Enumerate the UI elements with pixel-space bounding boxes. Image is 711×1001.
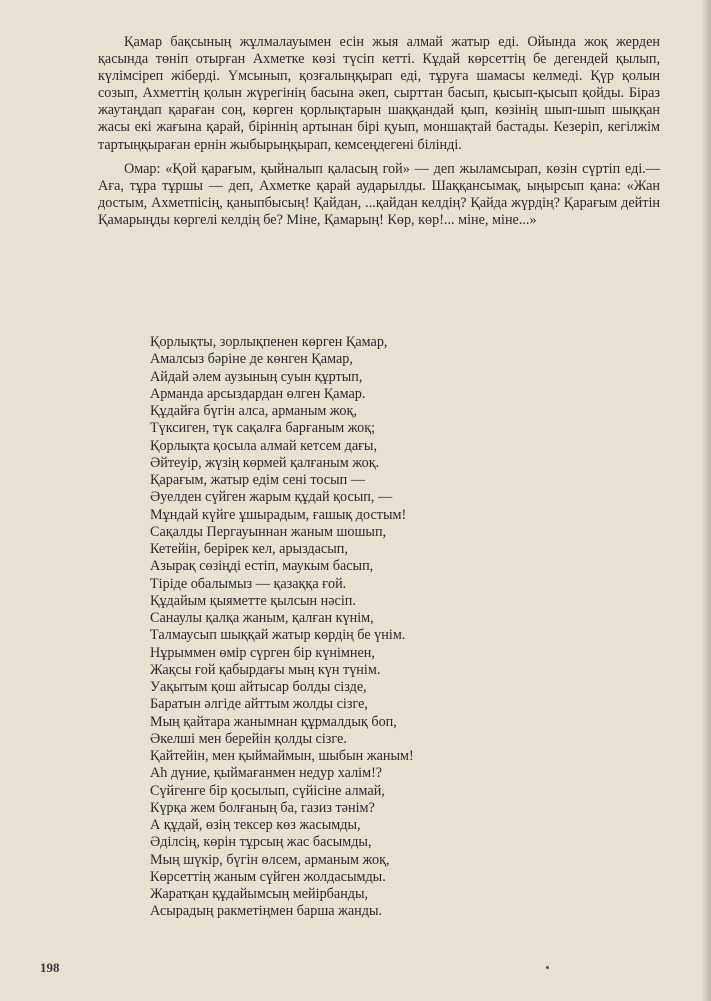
paragraph-1: Қамар бақсының жұлмалауымен есін жыя алмай жатыр еді. Ойында жоқ жерден қасында төніп отырған Ахметке көзі түсіп кетті. Кұдай көрсеттің бе дегендей қылып, күлімсіреп жіберді. Үмсынып, қозғалыңқырап еді, тұруға шамасы келмеді. Қүр қолын созып, Ахметтің қолын жүрегінің басына әкеп, сырттан басып, қысып-қысып қойды. Біраз жаутаңдап қараған соң, көрген қорлықтарын шаққандай қып, көзінің шып-шып шыққан жасы екі жағына қарай, біріннің артынан бірі қуып, моншақтай бастады. Кезеріп, кегілжім тартыңқыраған ернін жыбырыңқырап, кемсеңдегені білінді. (98, 34, 660, 153)
poem-line: Мұндай күйге ұшырадым, ғашық достым! (150, 506, 407, 523)
page-spine-shadow (701, 0, 711, 1001)
poem-line: Әділсің, көрін тұрсың жас басымды, (150, 834, 372, 851)
poem-line: Азырақ сөзіңді естіп, маукым басып, (150, 558, 374, 575)
poem-block (150, 334, 580, 921)
prose-text (98, 34, 660, 236)
poem-line: Әйтеуір, жүзің көрмей қалғаным жоқ. (150, 454, 380, 471)
poem-line: Мың қайтара жанымнан құрмалдық боп, (150, 713, 397, 730)
poem-line: Жақсы ғой қабырдағы мың күн түнім. (150, 661, 381, 678)
poem-line: Уақытым қош айтысар болды сізде, (150, 679, 367, 695)
poem-line: Әуелден сүйген жарым құдай қосып, — (150, 489, 393, 506)
poem-line: Баратын әлгіде айттым жолды сізге, (150, 696, 368, 713)
poem-line: Қарағым, жатыр едім сені тосып — (150, 472, 365, 488)
poem-line: Әкелші мен берейін қолды сізге. (150, 730, 347, 747)
paragraph-2: Омар: «Қой қарағым, қыйналып қаласың гой» — деп жыламсырап, көзін сүртіп еді.— Аға, тұра тұршы — деп, Ахметке қарай аударылды. Шаққансымақ, ыңырсып қана: «Жан достым, Ахметпісің, қаныпбысың! Қайдан, ...қайдан келдің? Қайда жүрдің? Қарағым дейтін Қамарыңды көргелі келдің бе? Міне, Қамарың! Көр, көр!... міне, міне...» (98, 160, 660, 228)
poem-line: Айдай әлем аузының суын құртып, (150, 368, 363, 385)
page-number: 198 (40, 960, 60, 975)
poem-line: Құдайға бүгін алса, арманым жоқ, (150, 403, 357, 419)
poem-line: Сүйгенге бір қосылып, сүйісіне алмай, (150, 782, 385, 799)
poem-line: Күрқа жем болғаның ба, газиз тәнім? (150, 799, 375, 816)
poem-line: Қайтейін, мен қыймаймын, шыбын жаным! (150, 748, 414, 764)
poem-line: Санаулы қалқа жаным, қалған күнім, (150, 610, 374, 626)
poem-line: Тірідe обалымыз — қазаққа ғой. (150, 575, 347, 592)
poem-line: Ah дүние, қыймағанмен недур халім!? (150, 765, 383, 782)
poem-line: А құдай, өзің тексер көз жасымды, (150, 817, 361, 833)
poem-line: Жаратқан құдайымсың мейірбанды, (150, 886, 369, 902)
poem-line: Амалсыз бәріне де көнген Қамар, (150, 351, 353, 368)
poem-line: Көрсеттің жаным сүйген жолдасымды. (150, 868, 386, 885)
poem-line: Талмаусып шыққай жатыр көрдің бе үнім. (150, 627, 406, 644)
poem-line: Нұрыммен өмір сүрген бір күнімнен, (150, 644, 375, 661)
poem-line: Қорлықты, зорлықпенен көрген Қамар, (150, 334, 388, 350)
poem-line: Құдайым қыяметте қылсын нәсіп. (150, 592, 356, 609)
poem-line: Мың шүкір, бүгін өлсем, арманым жоқ, (150, 851, 390, 868)
poem-line: Кетейін, берірек кел, арыздасып, (150, 541, 348, 557)
ink-speck (546, 966, 549, 969)
poem-line: Сақалды Пергауыннан жаным шошып, (150, 523, 387, 540)
poem-line: Қорлықта қосыла алмай кетсем дағы, (150, 437, 378, 454)
poem-line: Түксиген, түк сақалға барғаным жоқ; (150, 420, 376, 437)
poem-line: Асырадың ракметіңмен барша жанды. (150, 903, 383, 920)
poem-line: Арманда арсыздардан өлген Қамар. (150, 385, 366, 402)
